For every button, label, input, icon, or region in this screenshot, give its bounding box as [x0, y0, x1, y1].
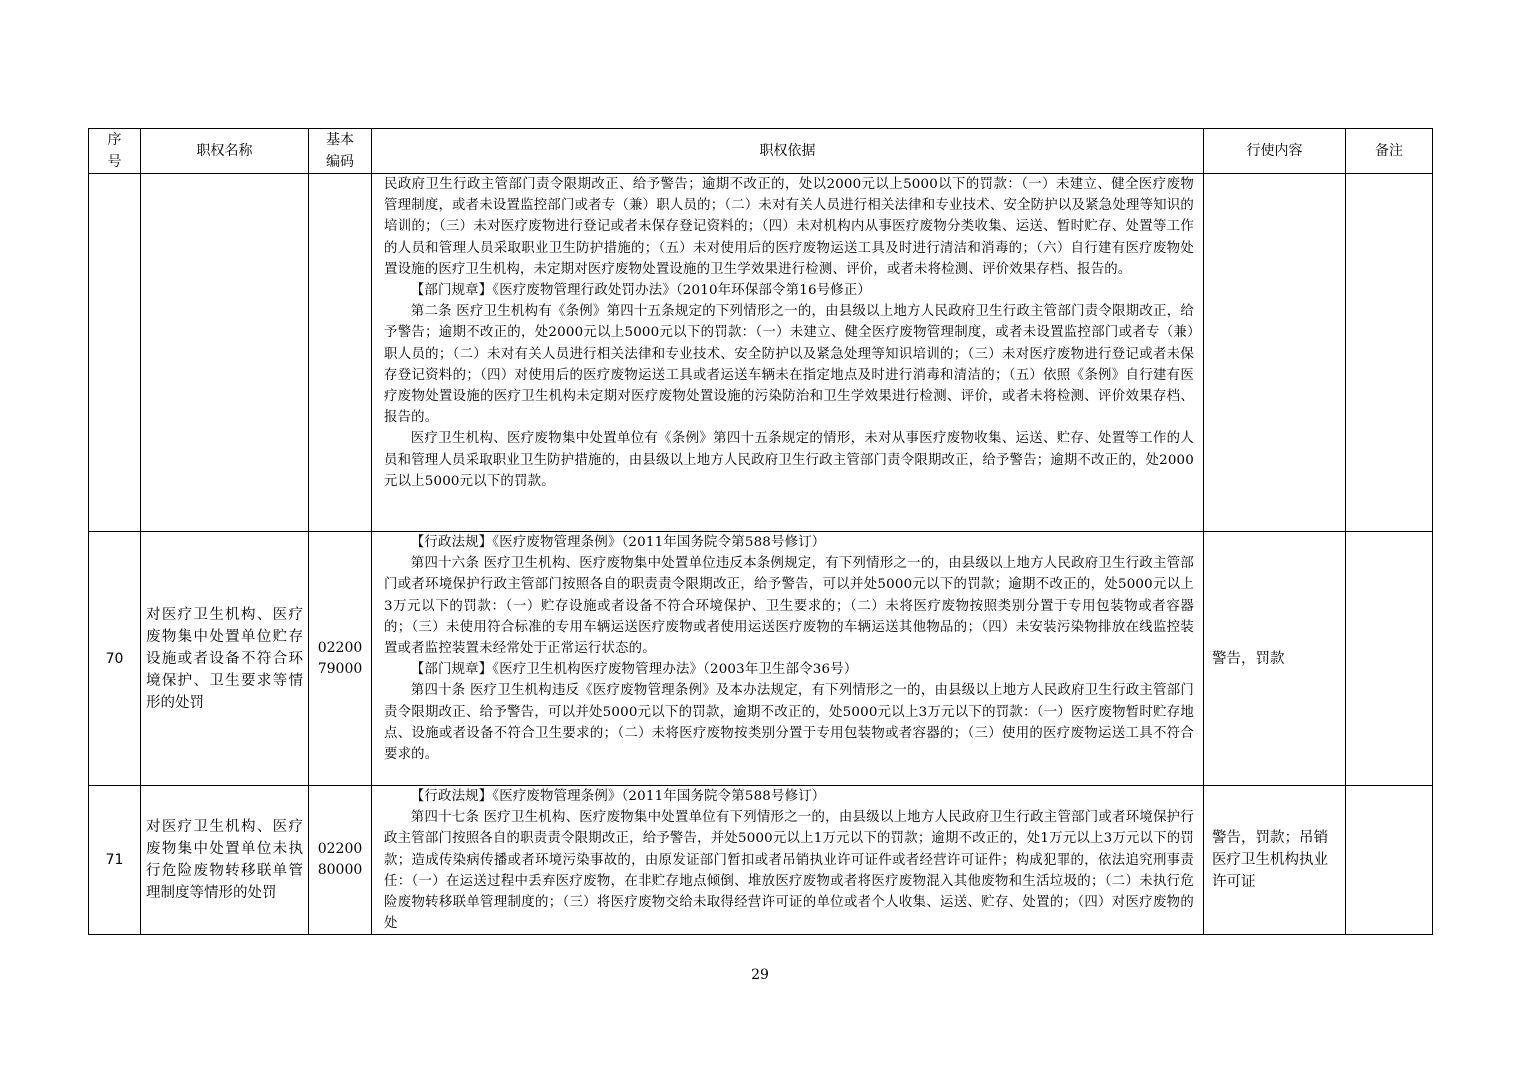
basis-paragraph: 【行政法规】《医疗废物管理条例》（2011年国务院令第588号修订）: [410, 535, 826, 550]
table-row: [89, 174, 1433, 532]
row-code: 02200 79000: [309, 532, 372, 786]
row-remark: [1346, 174, 1433, 532]
basis-paragraph: 【行政法规】《医疗废物管理条例》（2011年国务院令第588号修订）: [410, 789, 826, 804]
row-name: 对医疗卫生机构、医疗废物集中处置单位未执行危险废物转移联单管理制度等情形的处罚: [141, 786, 309, 935]
row-name: [141, 174, 309, 532]
basis-paragraph: 民政府卫生行政主管部门责令限期改正、给予警告；逾期不改正的，处以2000元以上5000以下的罚款：（一）未建立、健全医疗废物管理制度，或者未设置监控部门或者专（兼）职人员的；（二）未对有关人员进行相关法律和专业技术、安全防护以及紧急处理等知识的培训的；（三）未对医疗废物进行登记或者未保存登记资料的；（四）未对机构内从事医疗废物分类收集、运送、暂时贮存、处置等工作的人员和管理人员采取职业卫生防护措施的；（五）未对使用后的医疗废物运送工具及时进行清洁和消毒的；（六）自行建有医疗废物处置设施的医疗卫生机构，未定期对医疗废物处置设施的卫生学效果进行检测、评价，或者未将检测、评价效果存档、报告的。: [384, 177, 1194, 277]
basis-paragraph: 【部门规章】《医疗废物管理行政处罚办法》（2010年环保部令第16号修正）: [410, 283, 872, 299]
row-index: 70: [89, 532, 141, 786]
row-remark: [1346, 786, 1433, 935]
table-header-row: [89, 129, 1433, 174]
row-code: [309, 174, 372, 532]
row-exec: 警告，罚款: [1204, 532, 1346, 786]
row-basis: [372, 532, 1204, 786]
table-row: [89, 532, 1433, 786]
row-index: 71: [89, 786, 141, 935]
row-exec: 警告，罚款；吊销医疗卫生机构执业许可证: [1204, 786, 1346, 935]
basis-paragraph: 第二条 医疗卫生机构有《条例》第四十五条规定的下列情形之一的，由县级以上地方人民政府卫生行政主管部门责令限期改正，给予警告；逾期不改正的，处2000元以上5000元以下的罚款：（一）未建立、健全医疗废物管理制度，或者未设置监控部门或者专（兼）职人员的；（二）未对有关人员进行相关法律和专业技术、安全防护以及紧急处理等知识培训的；（三）未对医疗废物进行登记或者未保存登记资料的；（四）对使用后的医疗废物运送工具或者运送车辆未在指定地点及时进行消毒和清洁的；（五）依照《条例》自行建有医疗废物处置设施的医疗卫生机构未定期对医疗废物处置设施的污染防治和卫生学效果进行检测、评价，或者未将检测、评价效果存档、报告的。: [384, 304, 1194, 426]
header-remark: 备注: [1346, 129, 1433, 174]
page-number: 29: [751, 967, 769, 983]
basis-paragraph: 第四十七条 医疗卫生机构、医疗废物集中处置单位有下列情形之一的，由县级以上地方人民政府卫生行政主管部门或者环境保护行政主管部门按照各自的职责责令限期改正，给予警告，并处5000元以上1万元以下的罚款；逾期不改正的，处1万元以上3万元以下的罚款；造成传染病传播或者环境污染事故的，由原发证部门暂扣或者吊销执业许可证件或者经营许可证件；构成犯罪的，依法追究刑事责任：（一）在运送过程中丢弃医疗废物，在非贮存地点倾倒、堆放医疗废物或者将医疗废物混入其他废物和生活垃圾的；（二）未执行危险废物转移联单管理制度的；（三）将医疗废物交给未取得经营许可证的单位或者个人收集、运送、贮存、处置的；（四）对医疗废物的处: [384, 810, 1194, 932]
row-basis: [372, 174, 1204, 532]
header-code: 基本编码: [309, 129, 372, 174]
header-name: 职权名称: [141, 129, 309, 174]
row-name: 对医疗卫生机构、医疗废物集中处置单位贮存设施或者设备不符合环境保护、卫生要求等情形的处罚: [141, 532, 309, 786]
basis-paragraph: 第四十条 医疗卫生机构违反《医疗废物管理条例》及本办法规定，有下列情形之一的，由县级以上地方人民政府卫生行政主管部门责令限期改正、给予警告，可以并处5000元以下的罚款，逾期不改正的，处5000元以上3万元以下的罚款：（一）医疗废物暂时贮存地点、设施或者设备不符合卫生要求的；（二）未将医疗废物按类别分置于专用包装物或者容器的；（三）使用的医疗废物运送工具不符合要求的。: [384, 683, 1194, 763]
row-basis: [372, 786, 1204, 935]
header-index: 序号: [89, 129, 141, 174]
basis-paragraph: 第四十六条 医疗卫生机构、医疗废物集中处置单位违反本条例规定，有下列情形之一的，由县级以上地方人民政府卫生行政主管部门或者环境保护行政主管部门按照各自的职责责令限期改正，给予警告，可以并处5000元以下的罚款；逾期不改正的，处5000元以上3万元以下的罚款：（一）贮存设施或者设备不符合环境保护、卫生要求的；（二）未将医疗废物按照类别分置于专用包装物或者容器的；（三）未使用符合标准的专用车辆运送医疗废物或者使用运送医疗废物的车辆运送其他物品的；（四）未安装污染物排放在线监控装置或者监控装置未经常处于正常运行状态的。: [384, 556, 1194, 657]
authority-table: [88, 128, 1433, 935]
row-remark: [1346, 532, 1433, 786]
header-basis: 职权依据: [372, 129, 1204, 174]
basis-paragraph: 医疗卫生机构、医疗废物集中处置单位有《条例》第四十五条规定的情形，未对从事医疗废物收集、运送、贮存、处置等工作的人员和管理人员采取职业卫生防护措施的，由县级以上地方人民政府卫生行政主管部门责令限期改正，给予警告；逾期不改正的，处2000元以上5000元以下的罚款。: [384, 431, 1194, 489]
row-exec: [1204, 174, 1346, 532]
table-row: [89, 786, 1433, 935]
row-code: 02200 80000: [309, 786, 372, 935]
header-exec: 行使内容: [1204, 129, 1346, 174]
row-index: [89, 174, 141, 532]
basis-paragraph: 【部门规章】《医疗卫生机构医疗废物管理办法》（2003年卫生部令36号）: [410, 662, 858, 678]
